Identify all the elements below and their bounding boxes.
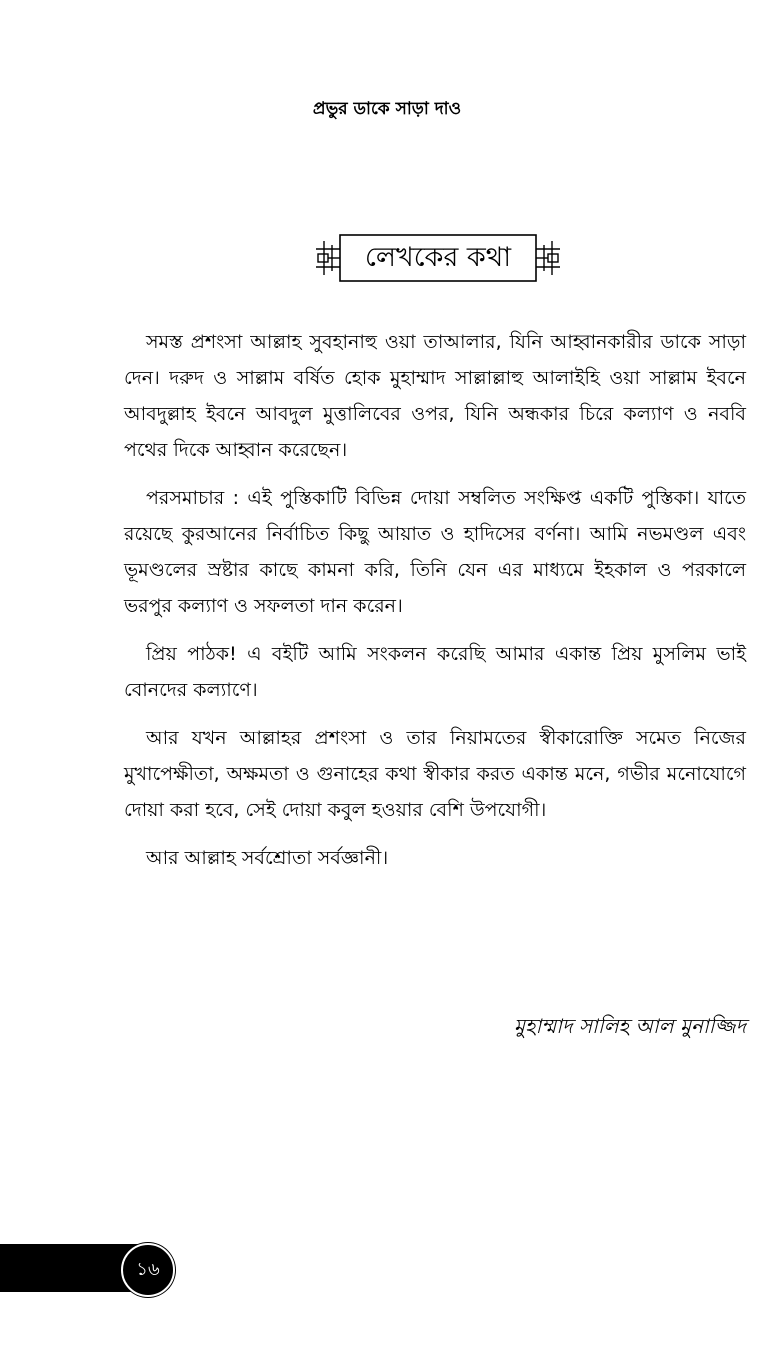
paragraph: আর আল্লাহ সর্বশ্রোতা সর্বজ্ঞানী।	[146, 847, 389, 869]
paragraph: আর যখন আল্লাহর প্রশংসা ও তার নিয়ামতের স্বীকারোক্তি সমেত নিজের মুখাপেক্ষীতা, অক্ষমতা ও গুনাহের কথা স্বীকার করত একান্ত মনে, গভীর মনোযোগে দোয়া করা হবে, সেই দোয়া কবুল হওয়ার বেশি উপযোগী।	[124, 727, 746, 821]
section-title: লেখকের কথা	[364, 242, 512, 273]
preface-body	[124, 324, 746, 888]
page-number: ১৬	[121, 1243, 175, 1297]
paragraph: পরসমাচার : এই পুস্তিকাটি বিভিন্ন দোয়া সম্বলিত সংক্ষিপ্ত একটি পুস্তিকা। যাতে রয়েছে কুরআনের নির্বাচিত কিছু আয়াত ও হাদিসের বর্ণনা। আমি নভমণ্ডল এবং ভূমণ্ডলের স্রষ্টার কাছে কামনা করি, তিনি যেন এর মাধ্যমে ইহকাল ও পরকালে ভরপুর কল্যাণ ও সফলতা দান করেন।	[124, 487, 746, 617]
running-header: প্রভুর ডাকে সাড়া দাও	[312, 99, 462, 119]
section-title-frame	[310, 227, 566, 289]
paragraph: সমস্ত প্রশংসা আল্লাহ সুবহানাহু ওয়া তাআলার, যিনি আহ্বানকারীর ডাকে সাড়া দেন। দরুদ ও সাল্লাম বর্ষিত হোক মুহাম্মাদ সাল্লাল্লাহু আলাইহি ওয়া সাল্লাম ইবনে আবদুল্লাহ ইবনে আবদুল মুত্তালিবের ওপর, যিনি অন্ধকার চিরে কল্যাণ ও নববি পথের দিকে আহ্বান করেছেন।	[124, 331, 746, 461]
author-signature: মুহাম্মাদ সালিহ আল মুনাজ্জিদ	[513, 1014, 746, 1038]
paragraph: প্রিয় পাঠক! এ বইটি আমি সংকলন করেছি আমার একান্ত প্রিয় মুসলিম ভাই বোনদের কল্যাণে।	[124, 643, 746, 701]
